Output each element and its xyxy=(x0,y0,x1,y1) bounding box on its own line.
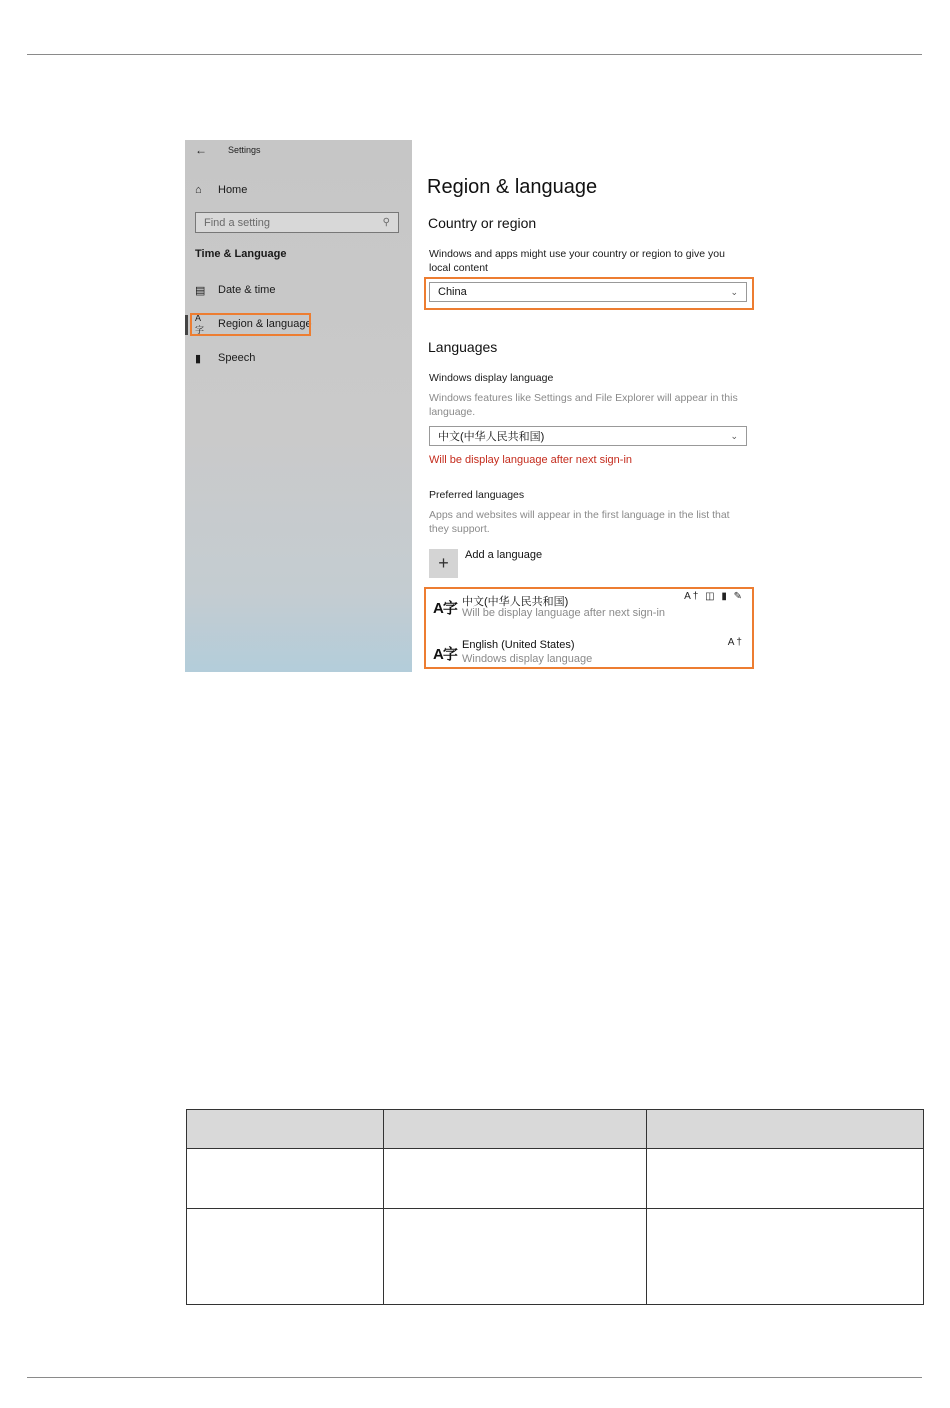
sidebar-item-label: Date & time xyxy=(218,284,276,296)
preferred-languages-description: Apps and websites will appear in the first language in the list that they support. xyxy=(429,509,730,535)
search-icon: ⚲ xyxy=(382,217,390,228)
display-language-label: Windows display language xyxy=(429,372,554,384)
search-input[interactable] xyxy=(195,212,399,233)
table-header-row xyxy=(187,1110,924,1149)
chevron-down-icon: ⌄ xyxy=(730,286,738,297)
table-cell xyxy=(647,1209,924,1305)
country-value: China xyxy=(438,286,467,298)
text-to-speech-icon: ◫ xyxy=(705,591,717,602)
page-title: Region & language xyxy=(427,176,598,198)
table-cell xyxy=(187,1209,384,1305)
table-cell xyxy=(384,1149,647,1209)
table-cell xyxy=(384,1209,647,1305)
sidebar-item-speech[interactable] xyxy=(195,348,255,368)
highlight-box xyxy=(424,277,754,310)
table-cell xyxy=(187,1149,384,1209)
add-language-button[interactable] xyxy=(429,549,542,578)
plus-icon: + xyxy=(429,549,458,578)
language-item-chinese[interactable] xyxy=(429,593,744,631)
footer-rule xyxy=(27,1377,922,1378)
sidebar-item-label: Region & language xyxy=(218,318,312,330)
home-icon: ⌂ xyxy=(195,184,202,196)
empty-table xyxy=(186,1109,924,1305)
selection-indicator xyxy=(185,315,188,335)
calendar-clock-icon: ▤ xyxy=(195,284,206,297)
microphone-icon: ▮ xyxy=(195,352,202,365)
header-rule xyxy=(27,54,922,55)
language-features xyxy=(684,591,744,602)
language-features xyxy=(728,637,744,648)
highlight-box xyxy=(190,313,311,336)
language-description: Windows display language xyxy=(462,653,593,665)
language-name: English (United States) xyxy=(462,639,575,651)
sidebar-item-label: Speech xyxy=(218,352,256,364)
language-name: 中文(中华人民共和国) xyxy=(462,596,569,608)
sidebar-item-home[interactable] xyxy=(195,180,247,200)
table-header-cell xyxy=(647,1110,924,1149)
language-icon: A字 xyxy=(195,312,205,335)
sidebar-section-title: Time & Language xyxy=(195,248,287,260)
search-placeholder: Find a setting xyxy=(204,216,271,229)
language-icon: A字 xyxy=(433,646,457,663)
table-cell xyxy=(647,1149,924,1209)
table-row xyxy=(187,1149,924,1209)
display-language-icon: A† xyxy=(727,637,744,648)
table-header-cell xyxy=(384,1110,647,1149)
settings-screenshot xyxy=(185,140,757,672)
display-language-warning: Will be display language after next sign-in xyxy=(429,454,633,466)
language-item-english[interactable] xyxy=(429,639,744,677)
display-language-description: Windows features like Settings and File Explorer will appear in this language. xyxy=(429,392,738,418)
settings-content xyxy=(412,140,757,672)
speech-recognition-icon: ▮ xyxy=(721,591,729,602)
language-description: Will be display language after next sign-in xyxy=(462,607,666,619)
window-title: Settings xyxy=(228,145,261,155)
preferred-languages-label: Preferred languages xyxy=(429,489,525,501)
display-language-value: 中文(中华人民共和国) xyxy=(438,431,545,443)
sidebar-item-label: Home xyxy=(218,184,248,196)
languages-heading: Languages xyxy=(428,339,498,355)
display-language-icon: A† xyxy=(684,591,701,602)
sidebar-item-date-time[interactable] xyxy=(195,280,275,300)
back-arrow-icon[interactable]: ← xyxy=(195,143,207,157)
display-language-dropdown[interactable] xyxy=(429,426,747,446)
language-icon: A字 xyxy=(433,600,457,617)
add-language-label: Add a language xyxy=(465,549,543,561)
settings-sidebar xyxy=(185,140,412,672)
chevron-down-icon: ⌄ xyxy=(730,430,738,441)
table-row xyxy=(187,1209,924,1305)
handwriting-icon: ✎ xyxy=(733,591,744,602)
country-heading: Country or region xyxy=(428,215,537,231)
country-description: Windows and apps might use your country or region to give you local content xyxy=(429,248,725,274)
table-header-cell xyxy=(187,1110,384,1149)
